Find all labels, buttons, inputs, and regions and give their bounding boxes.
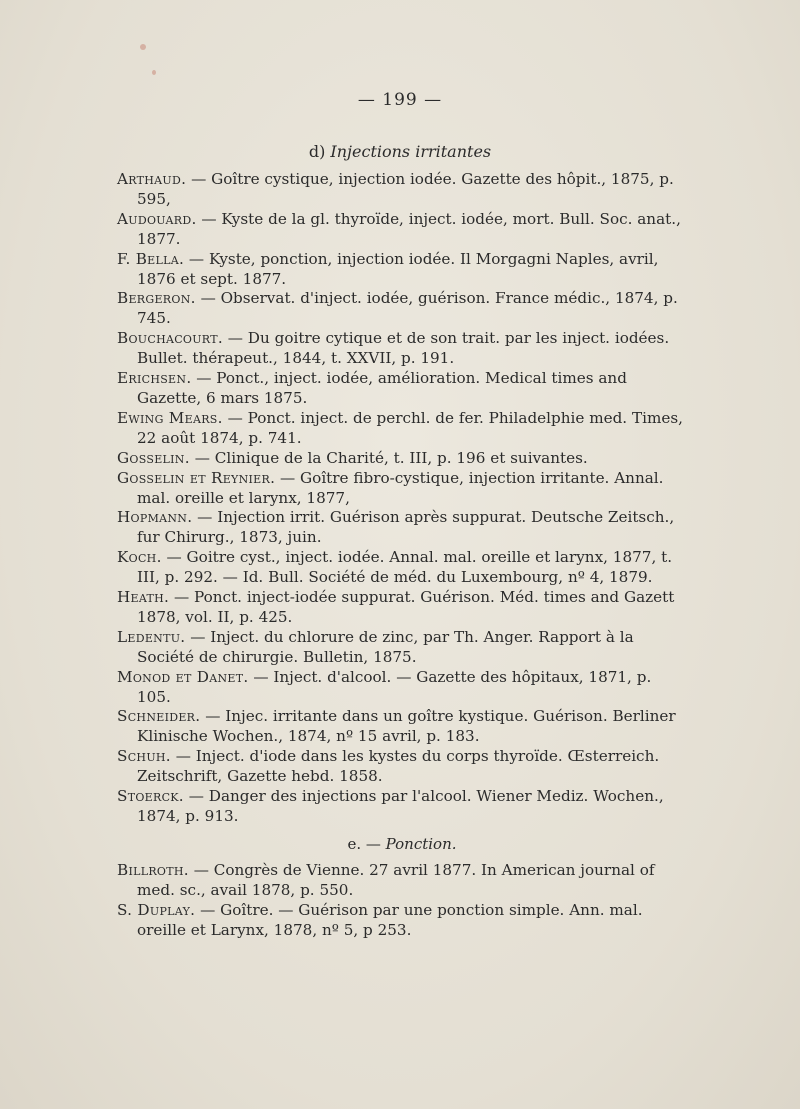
reference-list <box>117 170 687 940</box>
subsection-title-ponction <box>117 835 687 855</box>
reference-entry <box>117 901 687 941</box>
reference-entry <box>117 329 687 369</box>
reference-author: Schneider. <box>117 707 201 726</box>
reference-author: Audouard. <box>117 209 197 228</box>
reference-text: — Clinique de la Charité, t. III, p. 196 et suivantes. <box>189 448 588 467</box>
reference-text: — Kyste de la gl. thyroïde, inject. iodée, mort. Bull. Soc. anat., 1877. <box>137 209 681 248</box>
reference-text: — Congrès de Vienne. 27 avril 1877. In American journal of med. sc., avail 1878, p. 550. <box>137 860 655 899</box>
reference-author: Arthaud. <box>117 170 187 188</box>
reference-entry <box>117 369 687 409</box>
subsection-heading: Ponction. <box>385 834 457 853</box>
reference-entry <box>117 250 687 290</box>
reference-entry <box>117 628 687 668</box>
reference-entry <box>117 508 687 548</box>
reference-author: Bergeron. <box>117 289 196 308</box>
reference-text: — Kyste, ponction, injection iodée. Il Morgagni Naples, avril, 1876 et sept. 1877. <box>137 249 659 288</box>
reference-text: — Ponct. inject-iodée suppurat. Guérison. Méd. times and Gazett 1878, vol. II, p. 425. <box>137 588 675 626</box>
reference-text: — Goitre cyst., inject. iodée. Annal. mal. oreille et larynx, 1877, t. III, p. 292. — Id. Bull. Société de méd. du Luxembourg, nº 4, 1879. <box>137 548 673 587</box>
reference-author: Billroth. <box>117 860 189 879</box>
reference-text: — Ponct. inject. de perchl. de fer. Philadelphie med. Times, 22 août 1874, p. 741. <box>137 408 683 447</box>
reference-author: Hopmann. <box>117 508 193 527</box>
reference-entry <box>117 409 687 449</box>
reference-text: — Du goitre cytique et de son trait. par les inject. iodées. Bullet. thérapeut., 1844, t. XXVII, p. 191. <box>137 329 670 368</box>
reference-text: — Goître cystique, injection iodée. Gazette des hôpit., 1875, p. 595, <box>137 170 674 208</box>
reference-entry <box>117 548 687 588</box>
reference-text: — Goître. — Guérison par une ponction simple. Ann. mal. oreille et Larynx, 1878, nº 5, p 253. <box>137 900 643 939</box>
reference-entry <box>117 747 687 787</box>
reference-author: F. Bella. <box>117 249 185 268</box>
reference-entry <box>117 449 687 469</box>
reference-text: — Ponct., inject. iodée, amélioration. Medical times and Gazette, 6 mars 1875. <box>137 369 627 407</box>
ink-speck <box>140 44 146 50</box>
reference-author: Schuh. <box>117 747 171 766</box>
page-number: — 199 — <box>357 90 443 110</box>
subsection-letter: e. — <box>347 834 381 853</box>
reference-text: — Injection irrit. Guérison après suppurat. Deutsche Zeitsch., fur Chirurg., 1873, juin. <box>137 508 675 547</box>
reference-author: Erichsen. <box>117 369 192 388</box>
reference-text: — Injec. irritante dans un goître kystique. Guérison. Berliner Klinische Wochen., 1874, nº 15 avril, p. 183. <box>137 707 676 746</box>
reference-entry <box>117 707 687 747</box>
references-ponction <box>117 861 687 941</box>
reference-entry <box>117 787 687 827</box>
reference-text: — Danger des injections par l'alcool. Wiener Mediz. Wochen., 1874, p. 913. <box>137 787 664 825</box>
reference-author: Bouchacourt. <box>117 329 223 348</box>
reference-author: Ewing Mears. <box>117 408 223 427</box>
reference-entry <box>117 469 687 509</box>
reference-author: Stoerck. <box>117 787 184 806</box>
reference-text: — Inject. du chlorure de zinc, par Th. Anger. Rapport à la Société de chirurgie. Bulletin, 1875. <box>137 627 634 666</box>
reference-author: Heath. <box>117 588 170 607</box>
reference-author: S. Duplay. <box>117 900 196 919</box>
reference-text: — Goître fibro-cystique, injection irritante. Annal. mal. oreille et larynx, 1877, <box>137 468 664 507</box>
reference-entry <box>117 588 687 628</box>
section-heading: Injections irritantes <box>330 142 492 161</box>
reference-entry <box>117 210 687 250</box>
reference-entry <box>117 289 687 329</box>
reference-entry <box>117 668 687 708</box>
reference-author: Koch. <box>117 548 162 567</box>
reference-author: Monod et Danet. <box>117 667 249 686</box>
section-letter: d) <box>308 142 326 161</box>
reference-text: — Observat. d'inject. iodée, guérison. France médic., 1874, p. 745. <box>137 289 678 328</box>
reference-author: Gosselin et Reynier. <box>117 468 276 487</box>
reference-author: Gosselin. <box>117 448 190 467</box>
reference-text: — Inject. d'alcool. — Gazette des hôpitaux, 1871, p. 105. <box>137 667 652 706</box>
reference-entry <box>117 861 687 901</box>
reference-text: — Inject. d'iode dans les kystes du corps thyroïde. Œsterreich. Zeitschrift, Gazette hebd. 1858. <box>137 747 660 786</box>
section-title-injections <box>0 142 800 161</box>
reference-entry <box>117 170 687 210</box>
reference-author: Ledentu. <box>117 627 186 646</box>
references-injections <box>117 170 687 827</box>
ink-speck <box>152 70 156 75</box>
